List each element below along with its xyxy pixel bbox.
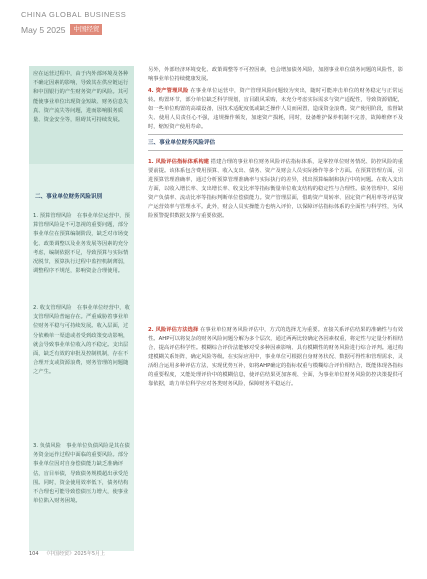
section-rule-top: [148, 134, 403, 135]
page-footer: [29, 550, 229, 560]
page-number: 104: [29, 551, 39, 557]
issue-row: [21, 23, 102, 36]
publication-line: 《中国经贸》2025年5月上: [44, 551, 106, 557]
indicator-system-paragraph: [148, 158, 403, 221]
left-paragraph-income: 2. 收支管理风险 在事业单位经营中，收支管理风险普遍存在。严重威胁着事业单位财务平稳与可持续发展。收入层面，过分依赖单一渠道或者受到政策变动影响，就会导致事业单位收入的不稳定。支出层面，缺乏有效的审批及控制机制，存在不合理开支或资源浪费，财务管理的问题随之产生。: [33, 305, 130, 376]
method-selection-heading: 2. 风险评估方法选择: [148, 327, 199, 333]
masthead: [21, 10, 151, 50]
section-heading-risk-evaluation: 三、事业单位财务风险评估: [148, 140, 216, 146]
asset-risk-paragraph: [148, 87, 403, 132]
method-selection-paragraph: [148, 326, 403, 389]
magazine-english-title: CHINA GLOBAL BUSINESS: [21, 10, 127, 19]
section-rule-bottom: [148, 150, 403, 151]
right-top-paragraph: 另外，外部经济环境变化、政策调整等不可控因素，也会增加债务风险，加剧事业单位债务问题的风险性，影响事业单位持续健康发展。: [148, 67, 403, 82]
asset-risk-body: 在事业单位运营中，资产管理风险问题较为突出，随时可能冲击单位的财务稳定与正常运转。购置环节，部分单位缺乏科学规划，盲目跟风采购，未充分考虑实际需求与资产适配性，导致资源错配，如一些单位购置的高端设备，因技术适配度低或缺乏操作人员而闲置，造成资金浪费。资产使用阶段，监督缺失、使用人员责任心不强，违规操作频发，加速资产损耗，同时，设备维护保养机制不完善，故障维修不及时，缩短资产使用寿命。: [148, 88, 403, 130]
brand-tag: 中国经贸: [70, 24, 102, 35]
left-intro-paragraph: 应在运营过程中，由于内外部环境及各种不确定因素的影响，导致其在供应链运行和中国银行的产生财务资产的风险。其可能使事业单位出现资金短缺、财务信息失真、资产流失等问题，进而影响服务质量、资金安全等，阻碍其可持续发展。: [33, 71, 129, 124]
indicator-system-heading: 1. 风险评估指标体系构建: [148, 159, 210, 165]
left-paragraph-budget: 1. 预算管理风险 在事业单位运营中，预算管理风险是不可忽视的重要问题，部分事业单位在预算编制阶段，缺乏对市场变化、政策调整以及业务发展等因素的充分考虑，编制依据不足，导致预算与实际情况脱节，预算执行过程中监控机制薄弱，调整程序不规范，影响资金合理使用。: [33, 213, 130, 275]
indicator-system-body: 搭建合理的事业单位财务风险评估指标体系，是掌控单位财务情况、防控风险的重要前提。该体系包含费用预算、收入支出、债务、资产及财会人员实际操作等多个方面。在预算管理方面，引进预算管理准确率，通过分析预算管理准确率与实际执行的差异，找出预算编制和执行中的问题。在收入支出方面，以收入增长率、支出增长率、收支比率等指标衡量单位收支结构的稳定性与合理性。债务管理中，采用资产负债率、流动比率等指标判断单位偿债能力。资产管理层面，借助资产周转率、固定资产利用率等评估资产运营效率与管理水平。此外，财会人员实操能力也纳入评价，以保障评估指标体系的全面性与科学性，为风险预警提供数据支撑与重要依据。: [148, 159, 403, 219]
method-selection-body: 在事业单位财务风险评估中，方式的选择尤为重要。直接关系评估结果的准确性与有效性。AHP可以将复杂的财务风险问题分解为多个层次，通过两两比较确定各因素权重，将定性与定量分析相结合，提高评估科学性。模糊综合评价法能够对受多种因素影响、具有模糊性的财务风险进行综合评判。通过构建模糊关系矩阵，确定风险等级。在实际应用中，事业单位可根据自身财务状况、数据可得性和管理需求，灵活组合运用多种评估方法，实现优势互补，如将AHP确定的指标权重与模糊综合评价相结合，既能体现各指标的重要程度，又能处理评价中的模糊信息，使评估结果更加客观、全面，为事业单位财务风险防控决策提供可靠依据，助力单位科学应对各类财务风险，保障财务平稳运行。: [148, 327, 403, 387]
left-paragraph-debt: 3. 负债风险 事业单位负债风险是其在债务资金运作过程中面临的重要风险。部分事业单位因对自身偿债能力缺乏准确评估，盲目举债，导致债务规模超出承受范围。同时，资金使用效率低下，债务结构不合理也可能导致偿债压力增大，使事业单位陷入财务困境。: [33, 443, 130, 505]
issue-date: May 5 2025: [21, 24, 66, 35]
left-sidebar-panel: [29, 66, 134, 551]
asset-risk-heading: 4. 资产管理风险: [148, 88, 189, 94]
left-section-heading: 二、事业单位财务风险识别: [35, 194, 103, 200]
